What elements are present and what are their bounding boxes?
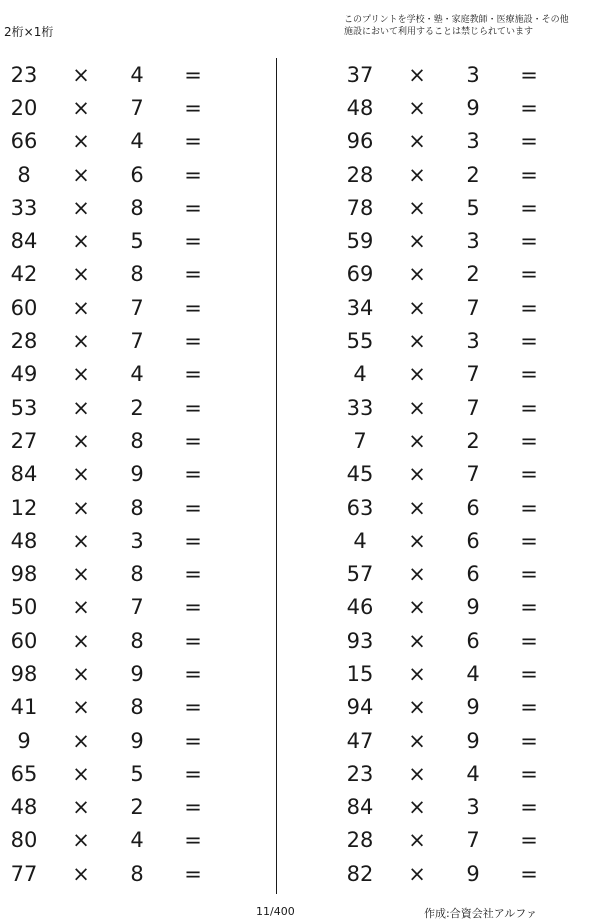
multiplier: 8 bbox=[130, 628, 144, 653]
multiplier: 7 bbox=[466, 395, 480, 420]
multiplier: 8 bbox=[130, 195, 144, 220]
equals-sign: = bbox=[184, 229, 202, 254]
times-sign: × bbox=[72, 229, 90, 254]
times-sign: × bbox=[408, 695, 426, 720]
times-sign: × bbox=[408, 728, 426, 753]
times-sign: × bbox=[72, 129, 90, 154]
times-sign: × bbox=[72, 695, 90, 720]
multiplicand: 65 bbox=[10, 761, 38, 786]
problem-row bbox=[336, 424, 612, 457]
equals-sign: = bbox=[184, 628, 202, 653]
multiplier: 5 bbox=[466, 195, 480, 220]
equals-sign: = bbox=[520, 462, 538, 487]
problem-row bbox=[0, 524, 276, 557]
times-sign: × bbox=[408, 828, 426, 853]
multiplicand: 94 bbox=[346, 695, 374, 720]
equals-sign: = bbox=[520, 728, 538, 753]
equals-sign: = bbox=[520, 695, 538, 720]
multiplicand: 34 bbox=[346, 295, 374, 320]
equals-sign: = bbox=[184, 262, 202, 287]
times-sign: × bbox=[72, 62, 90, 87]
problem-row bbox=[0, 591, 276, 624]
problem-row bbox=[0, 857, 276, 890]
multiplicand: 23 bbox=[346, 761, 374, 786]
multiplier: 7 bbox=[466, 828, 480, 853]
multiplier: 5 bbox=[130, 229, 144, 254]
problem-row bbox=[0, 657, 276, 690]
equals-sign: = bbox=[520, 562, 538, 587]
multiplicand: 93 bbox=[346, 628, 374, 653]
equals-sign: = bbox=[184, 129, 202, 154]
problem-row bbox=[0, 158, 276, 191]
equals-sign: = bbox=[520, 162, 538, 187]
multiplier: 3 bbox=[466, 795, 480, 820]
multiplicand: 50 bbox=[10, 595, 38, 620]
multiplier: 7 bbox=[130, 95, 144, 120]
multiplicand: 42 bbox=[10, 262, 38, 287]
problem-row bbox=[336, 791, 612, 824]
equals-sign: = bbox=[184, 462, 202, 487]
times-sign: × bbox=[408, 861, 426, 886]
multiplier: 8 bbox=[130, 695, 144, 720]
equals-sign: = bbox=[520, 262, 538, 287]
problem-row bbox=[0, 724, 276, 757]
multiplier: 4 bbox=[130, 62, 144, 87]
multiplicand: 4 bbox=[353, 528, 367, 553]
multiplicand: 28 bbox=[346, 162, 374, 187]
multiplicand: 98 bbox=[10, 562, 38, 587]
equals-sign: = bbox=[184, 95, 202, 120]
equals-sign: = bbox=[184, 695, 202, 720]
times-sign: × bbox=[408, 262, 426, 287]
multiplicand: 48 bbox=[10, 528, 38, 553]
multiplicand: 20 bbox=[10, 95, 38, 120]
times-sign: × bbox=[408, 129, 426, 154]
problem-row bbox=[336, 824, 612, 857]
equals-sign: = bbox=[520, 861, 538, 886]
multiplicand: 15 bbox=[346, 661, 374, 686]
equals-sign: = bbox=[520, 229, 538, 254]
multiplicand: 7 bbox=[353, 428, 367, 453]
times-sign: × bbox=[72, 295, 90, 320]
multiplier: 8 bbox=[130, 562, 144, 587]
problem-row bbox=[0, 291, 276, 324]
times-sign: × bbox=[408, 162, 426, 187]
multiplicand: 9 bbox=[17, 728, 31, 753]
times-sign: × bbox=[408, 95, 426, 120]
multiplicand: 4 bbox=[353, 362, 367, 387]
equals-sign: = bbox=[184, 295, 202, 320]
times-sign: × bbox=[72, 562, 90, 587]
multiplicand: 33 bbox=[10, 195, 38, 220]
problem-row bbox=[336, 624, 612, 657]
equals-sign: = bbox=[184, 795, 202, 820]
multiplier: 9 bbox=[130, 462, 144, 487]
problem-row bbox=[336, 391, 612, 424]
multiplier: 2 bbox=[466, 162, 480, 187]
times-sign: × bbox=[72, 195, 90, 220]
multiplicand: 84 bbox=[346, 795, 374, 820]
equals-sign: = bbox=[520, 528, 538, 553]
multiplier: 9 bbox=[466, 695, 480, 720]
equals-sign: = bbox=[520, 495, 538, 520]
problem-row bbox=[0, 624, 276, 657]
times-sign: × bbox=[408, 395, 426, 420]
problem-row bbox=[336, 125, 612, 158]
multiplicand: 28 bbox=[10, 329, 38, 354]
multiplier: 6 bbox=[466, 495, 480, 520]
equals-sign: = bbox=[184, 62, 202, 87]
multiplier: 2 bbox=[130, 395, 144, 420]
equals-sign: = bbox=[184, 761, 202, 786]
times-sign: × bbox=[408, 428, 426, 453]
problem-row bbox=[336, 224, 612, 257]
problem-row bbox=[336, 591, 612, 624]
page-number: 11/400 bbox=[256, 905, 295, 918]
times-sign: × bbox=[408, 528, 426, 553]
times-sign: × bbox=[72, 262, 90, 287]
multiplicand: 46 bbox=[346, 595, 374, 620]
multiplicand: 49 bbox=[10, 362, 38, 387]
multiplier: 4 bbox=[466, 761, 480, 786]
multiplicand: 27 bbox=[10, 428, 38, 453]
multiplier: 9 bbox=[466, 595, 480, 620]
equals-sign: = bbox=[184, 528, 202, 553]
column-divider bbox=[276, 58, 277, 894]
times-sign: × bbox=[72, 628, 90, 653]
times-sign: × bbox=[408, 595, 426, 620]
problem-row bbox=[336, 291, 612, 324]
multiplicand: 47 bbox=[346, 728, 374, 753]
multiplicand: 80 bbox=[10, 828, 38, 853]
multiplicand: 41 bbox=[10, 695, 38, 720]
multiplicand: 66 bbox=[10, 129, 38, 154]
multiplier: 8 bbox=[130, 428, 144, 453]
equals-sign: = bbox=[184, 661, 202, 686]
equals-sign: = bbox=[520, 295, 538, 320]
times-sign: × bbox=[408, 462, 426, 487]
multiplier: 2 bbox=[466, 428, 480, 453]
multiplier: 3 bbox=[466, 62, 480, 87]
equals-sign: = bbox=[520, 795, 538, 820]
multiplier: 7 bbox=[130, 595, 144, 620]
equals-sign: = bbox=[520, 95, 538, 120]
problem-row bbox=[336, 358, 612, 391]
times-sign: × bbox=[408, 195, 426, 220]
usage-notice bbox=[344, 14, 606, 38]
multiplier: 4 bbox=[130, 362, 144, 387]
multiplier: 4 bbox=[466, 661, 480, 686]
times-sign: × bbox=[72, 362, 90, 387]
problem-row bbox=[336, 557, 612, 590]
multiplicand: 48 bbox=[10, 795, 38, 820]
multiplicand: 57 bbox=[346, 562, 374, 587]
times-sign: × bbox=[408, 329, 426, 354]
multiplier: 2 bbox=[466, 262, 480, 287]
multiplier: 4 bbox=[130, 828, 144, 853]
problem-row bbox=[336, 58, 612, 91]
equals-sign: = bbox=[184, 195, 202, 220]
problem-row bbox=[0, 91, 276, 124]
multiplicand: 55 bbox=[346, 329, 374, 354]
problem-row bbox=[336, 158, 612, 191]
problem-row bbox=[0, 224, 276, 257]
multiplicand: 82 bbox=[346, 861, 374, 886]
usage-notice-line-2: 施設において利用することは禁じられています bbox=[344, 27, 534, 37]
multiplier: 2 bbox=[130, 795, 144, 820]
equals-sign: = bbox=[184, 728, 202, 753]
multiplicand: 59 bbox=[346, 229, 374, 254]
multiplier: 7 bbox=[466, 462, 480, 487]
problem-row bbox=[0, 191, 276, 224]
equals-sign: = bbox=[520, 761, 538, 786]
multiplicand: 23 bbox=[10, 62, 38, 87]
problem-row bbox=[0, 458, 276, 491]
problem-row bbox=[0, 391, 276, 424]
multiplier: 6 bbox=[466, 528, 480, 553]
equals-sign: = bbox=[520, 195, 538, 220]
multiplier: 7 bbox=[466, 295, 480, 320]
multiplicand: 77 bbox=[10, 861, 38, 886]
times-sign: × bbox=[72, 495, 90, 520]
usage-notice-line-1: このプリントを学校・塾・家庭教師・医療施設・その他 bbox=[344, 15, 569, 25]
multiplier: 5 bbox=[130, 761, 144, 786]
problem-row bbox=[336, 191, 612, 224]
problem-row bbox=[336, 91, 612, 124]
worksheet-title: 2桁×1桁 bbox=[4, 25, 54, 39]
problem-row bbox=[0, 491, 276, 524]
problem-row bbox=[0, 358, 276, 391]
multiplicand: 8 bbox=[17, 162, 31, 187]
multiplicand: 12 bbox=[10, 495, 38, 520]
multiplier: 9 bbox=[466, 95, 480, 120]
multiplicand: 53 bbox=[10, 395, 38, 420]
multiplicand: 98 bbox=[10, 661, 38, 686]
problem-row bbox=[336, 258, 612, 291]
problem-row bbox=[336, 724, 612, 757]
times-sign: × bbox=[408, 628, 426, 653]
multiplicand: 45 bbox=[346, 462, 374, 487]
times-sign: × bbox=[408, 761, 426, 786]
multiplicand: 78 bbox=[346, 195, 374, 220]
problem-row bbox=[0, 791, 276, 824]
problem-row bbox=[336, 324, 612, 357]
times-sign: × bbox=[72, 395, 90, 420]
times-sign: × bbox=[408, 562, 426, 587]
equals-sign: = bbox=[520, 395, 538, 420]
problem-row bbox=[336, 657, 612, 690]
multiplier: 4 bbox=[130, 129, 144, 154]
multiplier: 8 bbox=[130, 262, 144, 287]
multiplier: 3 bbox=[466, 329, 480, 354]
problem-row bbox=[0, 58, 276, 91]
multiplier: 9 bbox=[130, 661, 144, 686]
times-sign: × bbox=[72, 828, 90, 853]
times-sign: × bbox=[72, 728, 90, 753]
times-sign: × bbox=[72, 795, 90, 820]
problem-row bbox=[0, 824, 276, 857]
times-sign: × bbox=[408, 62, 426, 87]
times-sign: × bbox=[72, 861, 90, 886]
times-sign: × bbox=[72, 162, 90, 187]
equals-sign: = bbox=[184, 861, 202, 886]
times-sign: × bbox=[408, 229, 426, 254]
times-sign: × bbox=[72, 528, 90, 553]
multiplier: 7 bbox=[130, 329, 144, 354]
times-sign: × bbox=[408, 795, 426, 820]
problem-row bbox=[0, 557, 276, 590]
problem-row bbox=[336, 857, 612, 890]
equals-sign: = bbox=[520, 661, 538, 686]
equals-sign: = bbox=[184, 595, 202, 620]
multiplicand: 63 bbox=[346, 495, 374, 520]
times-sign: × bbox=[72, 661, 90, 686]
problem-row bbox=[0, 324, 276, 357]
multiplier: 6 bbox=[466, 562, 480, 587]
multiplier: 9 bbox=[466, 728, 480, 753]
equals-sign: = bbox=[520, 62, 538, 87]
equals-sign: = bbox=[184, 428, 202, 453]
multiplicand: 84 bbox=[10, 462, 38, 487]
multiplier: 3 bbox=[466, 229, 480, 254]
times-sign: × bbox=[72, 95, 90, 120]
multiplicand: 48 bbox=[346, 95, 374, 120]
multiplicand: 60 bbox=[10, 295, 38, 320]
multiplicand: 69 bbox=[346, 262, 374, 287]
times-sign: × bbox=[72, 462, 90, 487]
equals-sign: = bbox=[184, 495, 202, 520]
times-sign: × bbox=[408, 495, 426, 520]
multiplicand: 60 bbox=[10, 628, 38, 653]
multiplier: 9 bbox=[466, 861, 480, 886]
times-sign: × bbox=[408, 362, 426, 387]
left-problem-column bbox=[0, 58, 276, 890]
equals-sign: = bbox=[184, 362, 202, 387]
problem-row bbox=[336, 524, 612, 557]
equals-sign: = bbox=[184, 828, 202, 853]
times-sign: × bbox=[72, 329, 90, 354]
multiplier: 3 bbox=[130, 528, 144, 553]
problem-row bbox=[0, 258, 276, 291]
problem-row bbox=[336, 691, 612, 724]
problem-row bbox=[0, 424, 276, 457]
equals-sign: = bbox=[520, 428, 538, 453]
multiplier: 6 bbox=[130, 162, 144, 187]
problem-row bbox=[0, 125, 276, 158]
multiplier: 3 bbox=[466, 129, 480, 154]
equals-sign: = bbox=[184, 395, 202, 420]
times-sign: × bbox=[408, 661, 426, 686]
equals-sign: = bbox=[520, 828, 538, 853]
equals-sign: = bbox=[184, 162, 202, 187]
problem-row bbox=[0, 757, 276, 790]
equals-sign: = bbox=[520, 329, 538, 354]
times-sign: × bbox=[408, 295, 426, 320]
multiplier: 8 bbox=[130, 495, 144, 520]
multiplicand: 96 bbox=[346, 129, 374, 154]
equals-sign: = bbox=[184, 329, 202, 354]
multiplier: 9 bbox=[130, 728, 144, 753]
times-sign: × bbox=[72, 428, 90, 453]
equals-sign: = bbox=[184, 562, 202, 587]
multiplicand: 28 bbox=[346, 828, 374, 853]
multiplicand: 84 bbox=[10, 229, 38, 254]
problem-row bbox=[336, 757, 612, 790]
equals-sign: = bbox=[520, 362, 538, 387]
times-sign: × bbox=[72, 761, 90, 786]
multiplier: 8 bbox=[130, 861, 144, 886]
times-sign: × bbox=[72, 595, 90, 620]
author-credit: 作成:合資会社アルファ bbox=[424, 907, 538, 920]
problem-row bbox=[0, 691, 276, 724]
right-problem-column bbox=[336, 58, 612, 890]
problem-row bbox=[336, 458, 612, 491]
equals-sign: = bbox=[520, 628, 538, 653]
multiplicand: 37 bbox=[346, 62, 374, 87]
equals-sign: = bbox=[520, 129, 538, 154]
multiplier: 6 bbox=[466, 628, 480, 653]
multiplier: 7 bbox=[130, 295, 144, 320]
equals-sign: = bbox=[520, 595, 538, 620]
multiplier: 7 bbox=[466, 362, 480, 387]
multiplicand: 33 bbox=[346, 395, 374, 420]
problem-row bbox=[336, 491, 612, 524]
